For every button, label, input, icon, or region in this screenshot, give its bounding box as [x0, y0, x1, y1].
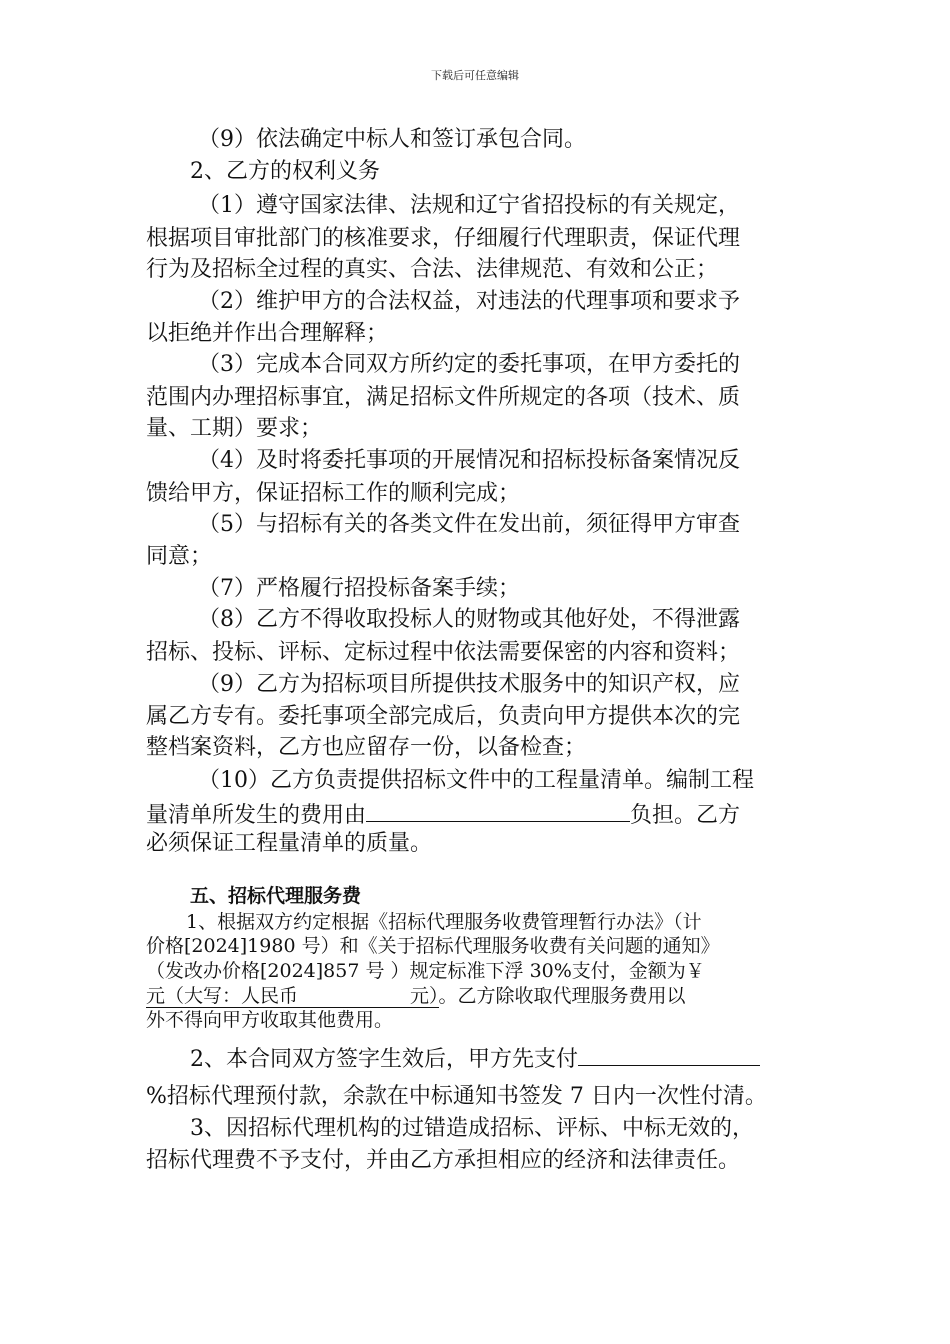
clause-5-line-1: （5）与招标有关的各类文件在发出前，须征得甲方审查: [198, 512, 740, 537]
clause-5-line-2: 同意；: [146, 544, 213, 569]
clause-10-line-1: （10）乙方负责提供招标文件中的工程量清单。编制工程: [198, 768, 754, 793]
clause-1-line-1: （1）遵守国家法律、法规和辽宁省招投标的有关规定，: [198, 193, 740, 218]
cost-bearer-blank[interactable]: [366, 799, 630, 822]
clause-3-line-1: （3）完成本合同双方所约定的委托事项，在甲方委托的: [198, 352, 740, 377]
clause-1-line-3: 行为及招标全过程的真实、合法、法律规范、有效和公正；: [146, 257, 719, 282]
section-5-heading: 五、招标代理服务费: [190, 885, 362, 907]
prepay-percent-blank[interactable]: [578, 1043, 760, 1066]
clause-10-line-2: [146, 799, 740, 830]
clause-8-line-2: 招标、投标、评标、定标过程中依法需要保密的内容和资料；: [146, 640, 741, 665]
clause-3-line-2: 范围内办理招标事宜，满足招标文件所规定的各项（技术、质: [146, 385, 741, 410]
clause-9-line: （9）依法确定中标人和签订承包合同。: [198, 127, 586, 152]
clause-10-text-a: 量清单所发生的费用由: [146, 803, 367, 828]
fee-para-1-line-2: 价格[2024]1980 号）和《关于招标代理服务收费有关问题的通知》: [146, 935, 720, 957]
clause-9b-line-3: 整档案资料，乙方也应留存一份，以备检查；: [146, 735, 587, 760]
fee-para-1-line-1: 1、根据双方约定根据《招标代理服务收费管理暂行办法》（计: [186, 911, 702, 933]
clause-2-line-1: （2）维护甲方的合法权益，对违法的代理事项和要求予: [198, 289, 740, 314]
fee-para-2-text: 2、本合同双方签字生效后，甲方先支付: [190, 1047, 578, 1072]
clause-2-line-2: 以拒绝并作出合理解释；: [146, 321, 389, 346]
amount-in-words-prefix: 元（大写：人民币: [146, 985, 299, 1007]
fee-para-1-line-4: [146, 984, 686, 1008]
fee-para-1-line-3: （发改办价格[2024]857 号 ）规定标准下浮 30%支付，金额为￥: [146, 960, 705, 982]
clause-7-line: （7）严格履行招投标备案手续；: [198, 576, 520, 601]
clause-10-text-b: 负担。乙方: [630, 803, 741, 828]
clause-3-line-3: 量、工期）要求；: [146, 416, 323, 441]
fee-para-2-line-2: %招标代理预付款，余款在中标通知书签发 7 日内一次性付清。: [146, 1084, 767, 1109]
fee-para-1-line-5: 外不得向甲方收取其他费用。: [146, 1009, 394, 1031]
fee-para-1-line-4-tail: 。乙方除收取代理服务费用以: [438, 985, 686, 1007]
amount-in-words-field[interactable]: [146, 985, 439, 1008]
clause-9b-line-2: 属乙方专有。委托事项全部完成后，负责向甲方提供本次的完: [146, 704, 741, 729]
clause-8-line-1: （8）乙方不得收取投标人的财物或其他好处，不得泄露: [198, 607, 740, 632]
clause-4-line-2: 馈给甲方，保证招标工作的顺利完成；: [146, 481, 521, 506]
page-header-note: 下载后可任意编辑: [431, 69, 519, 82]
fee-para-3-line-2: 招标代理费不予支付，并由乙方承担相应的经济和法律责任。: [146, 1148, 741, 1173]
clause-10-line-3: 必须保证工程量清单的质量。: [146, 831, 433, 856]
amount-in-words-suffix: 元）: [410, 985, 439, 1007]
clause-9b-line-1: （9）乙方为招标项目所提供技术服务中的知识产权，应: [198, 672, 740, 697]
clause-1-line-2: 根据项目审批部门的核准要求，仔细履行代理职责，保证代理: [146, 226, 741, 251]
fee-para-2-line-1: [190, 1043, 760, 1074]
clause-4-line-1: （4）及时将委托事项的开展情况和招标投标备案情况反: [198, 448, 740, 473]
section-2-heading: 2、乙方的权利义务: [190, 159, 380, 184]
fee-para-3-line-1: 3、因招标代理机构的过错造成招标、评标、中标无效的，: [190, 1116, 754, 1141]
